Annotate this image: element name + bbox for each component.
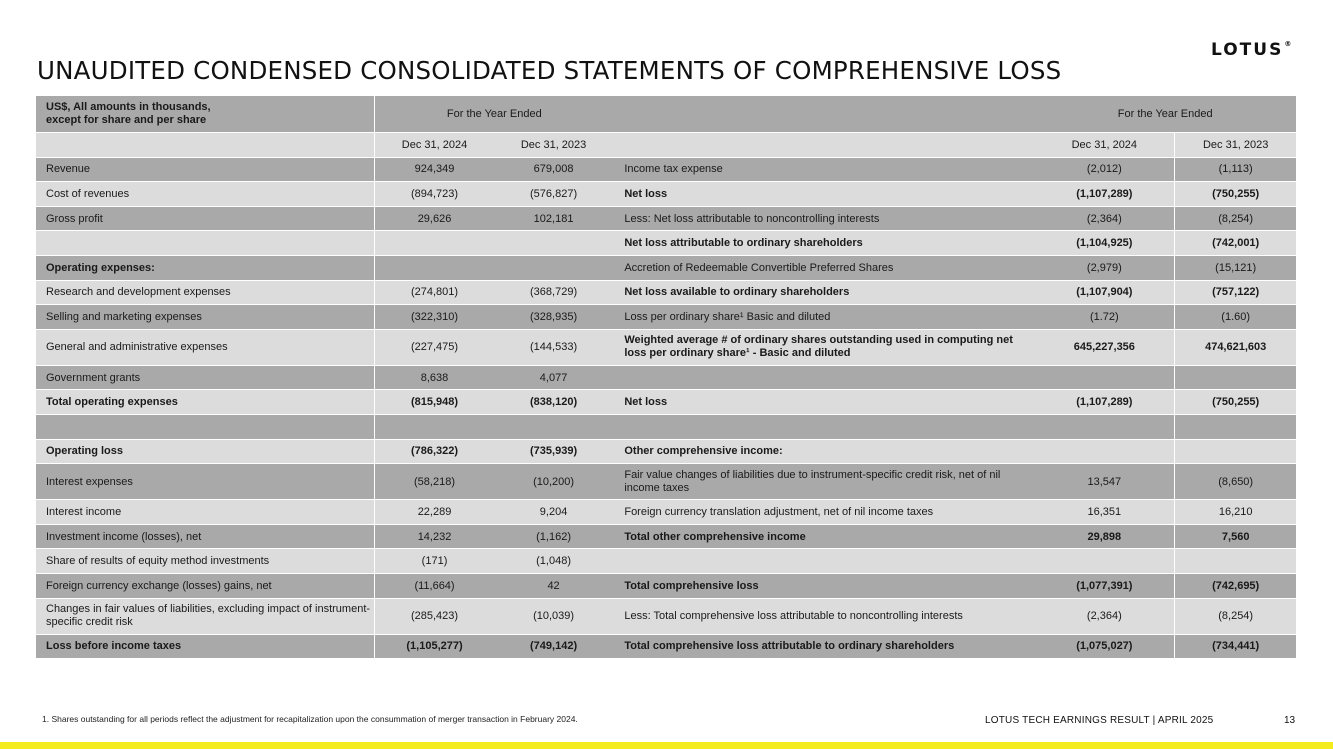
right-label — [613, 549, 1034, 574]
value-2024-right — [1034, 414, 1174, 439]
value-2023-right: (750,255) — [1175, 182, 1296, 207]
page-title: UNAUDITED CONDENSED CONSOLIDATED STATEMENTS OF COMPREHENSIVE LOSS — [37, 56, 1062, 85]
value-2024: 29,626 — [375, 206, 494, 231]
value-2024 — [375, 255, 494, 280]
value-2023-right: (742,695) — [1175, 573, 1296, 598]
table-row — [36, 365, 1296, 390]
table-row — [36, 206, 1296, 231]
period-header-right: For the Year Ended — [1034, 96, 1296, 133]
value-2023: (10,039) — [494, 598, 614, 634]
value-2024-right: (2,012) — [1034, 157, 1174, 182]
value-2023-right: (8,650) — [1175, 464, 1296, 500]
logo-text: LOTUS — [1211, 40, 1284, 60]
registered-mark: ® — [1284, 40, 1292, 49]
value-2023: (368,729) — [494, 280, 614, 305]
table-row — [36, 231, 1296, 256]
right-label: Loss per ordinary share¹ Basic and diluted — [613, 305, 1034, 330]
left-label: Cost of revenues — [36, 182, 374, 207]
table-row — [36, 598, 1296, 634]
value-2024-right: 645,227,356 — [1034, 329, 1174, 365]
right-label: Net loss available to ordinary shareholders — [613, 280, 1034, 305]
right-label — [613, 414, 1034, 439]
period-header-left: For the Year Ended — [375, 96, 613, 133]
left-label: General and administrative expenses — [36, 329, 374, 365]
value-2023: (10,200) — [494, 464, 614, 500]
left-label: Investment income (losses), net — [36, 524, 374, 549]
value-2023-right: 16,210 — [1175, 500, 1296, 525]
right-label: Net loss — [613, 390, 1034, 415]
left-label: Operating expenses: — [36, 255, 374, 280]
value-2024 — [375, 231, 494, 256]
value-2024: (274,801) — [375, 280, 494, 305]
value-2023: (1,162) — [494, 524, 614, 549]
left-label: Foreign currency exchange (losses) gains, net — [36, 573, 374, 598]
value-2023-right: (1.60) — [1175, 305, 1296, 330]
value-2024-right: (1.72) — [1034, 305, 1174, 330]
value-2023-right: 474,621,603 — [1175, 329, 1296, 365]
value-2024-right — [1034, 549, 1174, 574]
table-row — [36, 439, 1296, 464]
table-row — [36, 634, 1296, 658]
value-2023: (749,142) — [494, 634, 614, 658]
right-label: Net loss — [613, 182, 1034, 207]
value-2024: (227,475) — [375, 329, 494, 365]
date-header-1: Dec 31, 2024 — [375, 133, 494, 158]
left-label: Total operating expenses — [36, 390, 374, 415]
value-2024: (11,664) — [375, 573, 494, 598]
right-label: Weighted average # of ordinary shares outstanding used in computing net loss per ordinary share¹ - Basic and diluted — [613, 329, 1034, 365]
value-2024: (894,723) — [375, 182, 494, 207]
value-2024-right — [1034, 365, 1174, 390]
right-label: Total comprehensive loss attributable to ordinary shareholders — [613, 634, 1034, 658]
table-row — [36, 500, 1296, 525]
value-2024: (58,218) — [375, 464, 494, 500]
value-2024: (786,322) — [375, 439, 494, 464]
value-2024: (322,310) — [375, 305, 494, 330]
table-row — [36, 280, 1296, 305]
value-2024-right: (1,107,289) — [1034, 390, 1174, 415]
value-2024-right — [1034, 439, 1174, 464]
value-2023-right — [1175, 439, 1296, 464]
value-2024-right: (2,979) — [1034, 255, 1174, 280]
date-header-3: Dec 31, 2024 — [1034, 133, 1174, 158]
value-2024: (1,105,277) — [375, 634, 494, 658]
left-label: Research and development expenses — [36, 280, 374, 305]
right-label: Total other comprehensive income — [613, 524, 1034, 549]
footer-text: LOTUS TECH EARNINGS RESULT | APRIL 2025 — [985, 715, 1214, 726]
date-header-row — [36, 133, 1296, 158]
left-label: Interest expenses — [36, 464, 374, 500]
value-2024-right: (1,077,391) — [1034, 573, 1174, 598]
value-2023: 679,008 — [494, 157, 614, 182]
value-2024-right: 13,547 — [1034, 464, 1174, 500]
value-2023: (576,827) — [494, 182, 614, 207]
value-2023-right: (757,122) — [1175, 280, 1296, 305]
accent-bar — [0, 742, 1333, 749]
left-label: Revenue — [36, 157, 374, 182]
table-header-row — [36, 96, 1296, 133]
value-2024: (285,423) — [375, 598, 494, 634]
table-row — [36, 464, 1296, 500]
value-2024-right: (1,075,027) — [1034, 634, 1174, 658]
left-label: Government grants — [36, 365, 374, 390]
value-2023 — [494, 255, 614, 280]
left-label — [36, 231, 374, 256]
value-2024: 924,349 — [375, 157, 494, 182]
table-row — [36, 305, 1296, 330]
left-label: Selling and marketing expenses — [36, 305, 374, 330]
value-2023 — [494, 231, 614, 256]
table-row — [36, 524, 1296, 549]
value-2023-right: (734,441) — [1175, 634, 1296, 658]
units-header — [36, 96, 374, 133]
value-2023-right — [1175, 414, 1296, 439]
value-2023: 102,181 — [494, 206, 614, 231]
value-2023: (735,939) — [494, 439, 614, 464]
value-2023-right: 7,560 — [1175, 524, 1296, 549]
right-label: Total comprehensive loss — [613, 573, 1034, 598]
value-2023: 9,204 — [494, 500, 614, 525]
value-2023-right: (742,001) — [1175, 231, 1296, 256]
date-header-4: Dec 31, 2023 — [1175, 133, 1296, 158]
table-row — [36, 157, 1296, 182]
table-row — [36, 390, 1296, 415]
left-label: Operating loss — [36, 439, 374, 464]
table-row — [36, 549, 1296, 574]
value-2024-right: 29,898 — [1034, 524, 1174, 549]
value-2024-right: (1,107,289) — [1034, 182, 1174, 207]
table-row — [36, 255, 1296, 280]
table-row — [36, 573, 1296, 598]
value-2024-right: (2,364) — [1034, 206, 1174, 231]
right-label: Less: Net loss attributable to noncontrolling interests — [613, 206, 1034, 231]
units-line-1: US$, All amounts in thousands, — [46, 101, 211, 113]
left-label — [36, 414, 374, 439]
right-label: Net loss attributable to ordinary shareholders — [613, 231, 1034, 256]
value-2023 — [494, 414, 614, 439]
right-label: Foreign currency translation adjustment, net of nil income taxes — [613, 500, 1034, 525]
table-row — [36, 414, 1296, 439]
right-label — [613, 365, 1034, 390]
value-2023-right — [1175, 365, 1296, 390]
value-2023-right: (1,113) — [1175, 157, 1296, 182]
table-row — [36, 182, 1296, 207]
page-number: 13 — [1284, 715, 1296, 726]
right-label: Other comprehensive income: — [613, 439, 1034, 464]
value-2023: (838,120) — [494, 390, 614, 415]
value-2023-right: (15,121) — [1175, 255, 1296, 280]
right-label: Less: Total comprehensive loss attributable to noncontrolling interests — [613, 598, 1034, 634]
value-2024: (171) — [375, 549, 494, 574]
value-2023: (1,048) — [494, 549, 614, 574]
value-2024-right: (2,364) — [1034, 598, 1174, 634]
left-label: Interest income — [36, 500, 374, 525]
value-2023: (328,935) — [494, 305, 614, 330]
statement-table — [36, 95, 1296, 658]
units-line-2: except for share and per share — [46, 114, 207, 126]
value-2024-right: (1,107,904) — [1034, 280, 1174, 305]
lotus-logo — [1211, 40, 1291, 60]
left-label: Loss before income taxes — [36, 634, 374, 658]
right-label: Income tax expense — [613, 157, 1034, 182]
footnote: 1. Shares outstanding for all periods reflect the adjustment for recapitalization upon the consummation of merger transaction in February 2024. — [42, 714, 578, 724]
right-label: Accretion of Redeemable Convertible Preferred Shares — [613, 255, 1034, 280]
value-2023: (144,533) — [494, 329, 614, 365]
value-2024: (815,948) — [375, 390, 494, 415]
value-2024: 14,232 — [375, 524, 494, 549]
left-label: Gross profit — [36, 206, 374, 231]
value-2023-right: (750,255) — [1175, 390, 1296, 415]
value-2023-right: (8,254) — [1175, 598, 1296, 634]
table-row — [36, 329, 1296, 365]
value-2024-right: (1,104,925) — [1034, 231, 1174, 256]
value-2024 — [375, 414, 494, 439]
value-2024: 22,289 — [375, 500, 494, 525]
value-2024: 8,638 — [375, 365, 494, 390]
left-label: Share of results of equity method investments — [36, 549, 374, 574]
value-2023-right — [1175, 549, 1296, 574]
right-label: Fair value changes of liabilities due to instrument-specific credit risk, net of nil income taxes — [613, 464, 1034, 500]
value-2023: 42 — [494, 573, 614, 598]
value-2023: 4,077 — [494, 365, 614, 390]
date-header-2: Dec 31, 2023 — [494, 133, 614, 158]
left-label: Changes in fair values of liabilities, excluding impact of instrument-specific credit risk — [36, 598, 374, 634]
value-2023-right: (8,254) — [1175, 206, 1296, 231]
value-2024-right: 16,351 — [1034, 500, 1174, 525]
